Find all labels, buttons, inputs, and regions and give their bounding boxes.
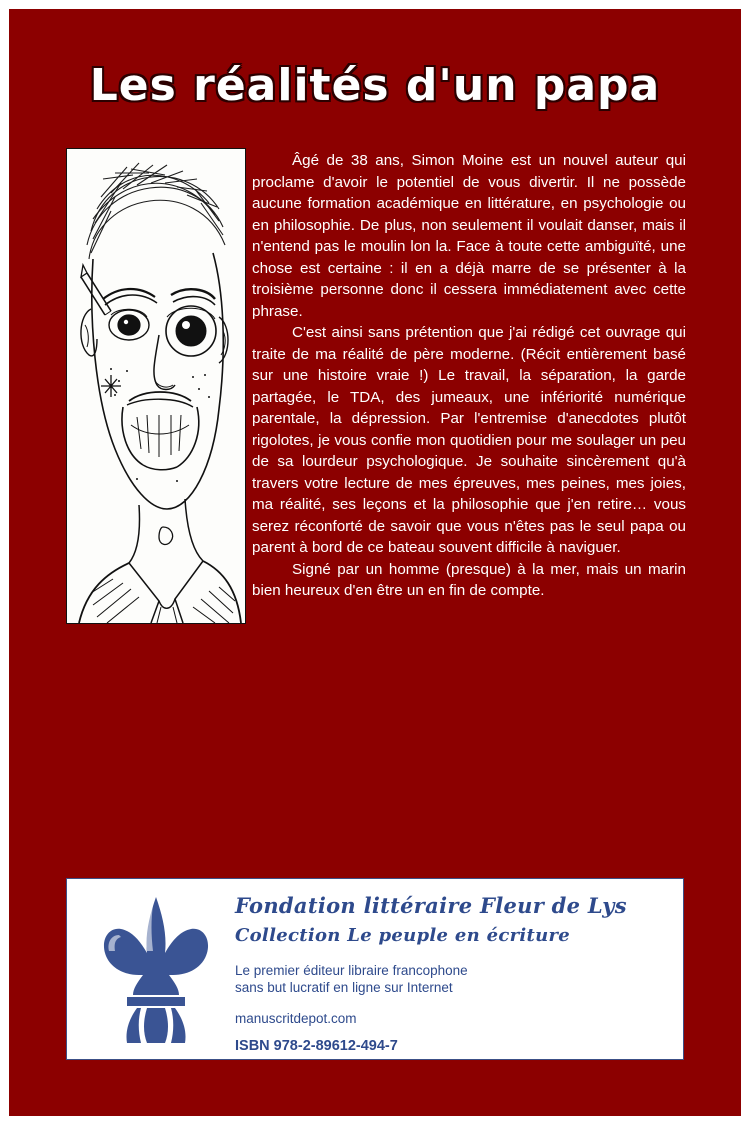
blurb-paragraph-3: Signé par un homme (presque) à la mer, mais un marin bien heureux d'en être un en fin de compte. (252, 560, 686, 599)
publisher-text (235, 893, 665, 1054)
publisher-website[interactable]: manuscritdepot.com (235, 1011, 357, 1026)
blurb-paragraph-2: C'est ainsi sans prétention que j'ai rédigé cet ouvrage qui traite de ma réalité de père moderne. (Récit entièrement basé sur une histoire vraie !) Le travail, la séparation, la garde partagée, le TDA, des jumeaux, une infériorité numérique parentale, la dépression. Par l'entremise d'anecdotes plutôt rigolotes, je vous confie mon quotidien pour me soulager un peu de sa lourdeur psychologique. Je souhaite sincèrement qu'à travers votre lecture de mes épreuves, mes peines, mes joies, ma réalité, ses leçons et la philosophie que j'en retire… vous serez réconforté de savoir que vous n'êtes pas le seul papa ou parent à bord de ce bateau souvent difficile à naviguer. (252, 324, 686, 556)
portrait-drawing (67, 149, 245, 623)
fleur-de-lys-icon (81, 891, 231, 1049)
blurb-paragraph-1: Âgé de 38 ans, Simon Moine est un nouvel auteur qui proclame d'avoir le potentiel de vous divertir. Il ne possède aucune formation académique en littérature, en psychologie ou en philosophie. De plus, non seulement il voulait danser, mais il n'entend pas le moulin lon la. Face à toute cette ambiguïté, une chose est certaine : il en a déjà marre de se présenter à la troisième personne donc il cessera immédiatement avec cette phrase. (252, 152, 686, 320)
publisher-description-line-2: sans but lucratif en ligne sur Internet (235, 980, 453, 995)
book-isbn: ISBN 978-2-89612-494-7 (235, 1038, 398, 1054)
author-portrait-illustration (66, 148, 246, 624)
publisher-description (235, 962, 665, 996)
publisher-name: Fondation littéraire Fleur de Lys (235, 893, 627, 918)
book-title: Les réalités d'un papa (89, 60, 661, 111)
publisher-description-line-1: Le premier éditeur libraire francophone (235, 963, 468, 978)
publisher-box (66, 878, 684, 1060)
publisher-collection: Collection Le peuple en écriture (235, 925, 571, 946)
